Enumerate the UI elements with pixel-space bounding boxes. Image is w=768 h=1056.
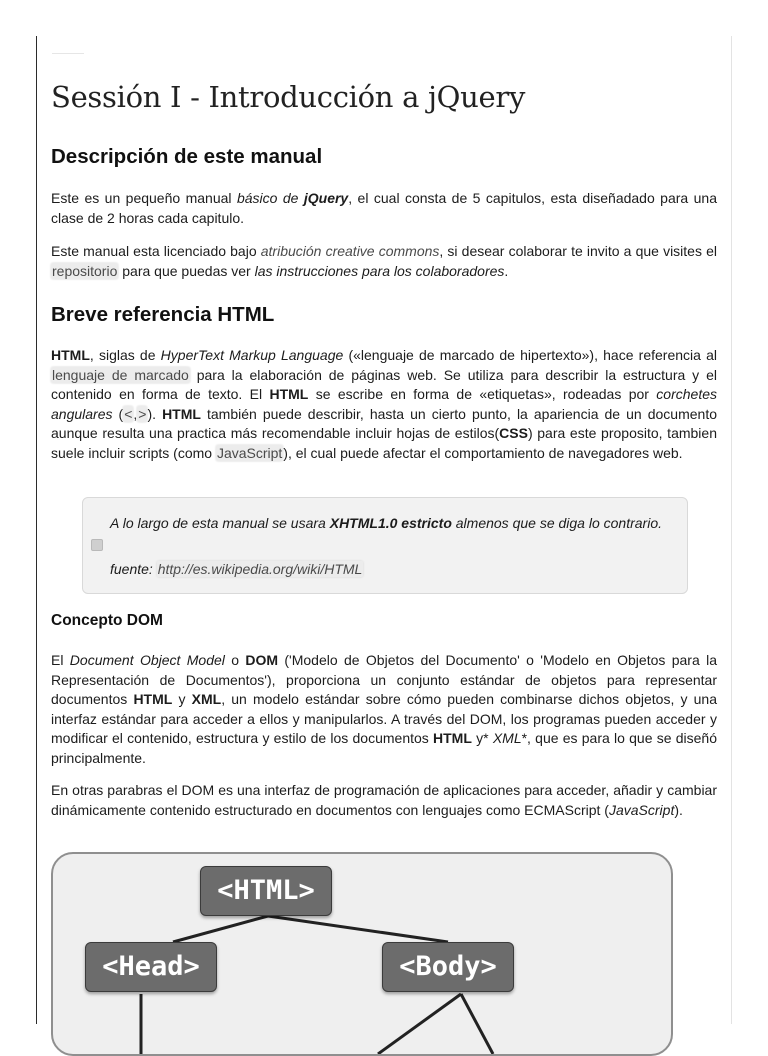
text: para la elaboración de páginas web. Se utiliza para describir la estructura y el contenido en forma de texto. El — [51, 366, 717, 402]
strong: HTML — [162, 405, 201, 422]
node-body: <Body> — [382, 942, 514, 992]
paragraph-dom-1 — [51, 651, 717, 768]
text: *, que es para lo que se diseñó principalmente. — [51, 730, 717, 766]
text: A lo largo de esta manual se usara — [110, 515, 330, 531]
text: Este manual esta licenciado bajo — [51, 243, 261, 259]
connector-body-child-1 — [378, 994, 461, 1054]
text: («lenguaje de marcado de hipertexto»), hace referencia al — [343, 347, 717, 363]
text: también puede describir, hasta un cierto punto, la apariencia de un documento aunque resulta una practica más recomendable incluir hojas de estilos( — [51, 405, 717, 441]
source-label: fuente: — [110, 561, 157, 577]
text: para que puedas ver — [118, 262, 255, 279]
text: , un modelo estándar sobre cómo pueden combinarse dichos objetos, y una interfaz estándar para acceder a ellos y manipularlos. A través del DOM, los programas pueden acceder y modificar el contenido, estructura y estilo de los documentos — [51, 691, 717, 746]
heading-dom: Concepto DOM — [51, 612, 163, 629]
strong: HTML — [51, 347, 90, 363]
page-left-border — [36, 36, 37, 1024]
javascript-link[interactable]: JavaScript — [216, 444, 283, 461]
paragraph-dom-2 — [51, 781, 717, 820]
callout-text — [110, 515, 665, 531]
jquery-strong: jQuery — [303, 190, 349, 206]
strong: HTML — [269, 386, 309, 402]
strong: HTML — [433, 730, 472, 746]
strong: DOM — [245, 652, 279, 668]
lt-link[interactable]: < — [124, 405, 133, 422]
gt-link[interactable]: > — [138, 405, 147, 422]
text: ( — [112, 405, 124, 422]
strong: CSS — [499, 425, 528, 441]
text: ). — [674, 801, 683, 818]
text: ) para este proposito, tambien suele incluir scripts (como — [51, 425, 717, 461]
connector-body-child-2 — [461, 994, 493, 1054]
strong: XML — [191, 691, 222, 707]
paragraph-html-ref — [51, 346, 717, 463]
emphasis: XML — [492, 730, 522, 746]
note-icon — [91, 539, 103, 551]
emphasis: corchetes angulares — [51, 386, 717, 422]
lenguaje-de-marcado-link[interactable]: lenguaje de marcado — [52, 366, 189, 383]
connector-html-body — [268, 916, 448, 942]
text: , — [133, 405, 138, 422]
top-divider — [52, 53, 84, 54]
text: y — [172, 691, 192, 707]
heading-html-ref: Breve referencia HTML — [51, 303, 275, 326]
heading-descripcion: Descripción de este manual — [51, 145, 323, 168]
strong: HTML — [133, 691, 173, 707]
text: , siglas de — [89, 347, 161, 363]
dom-tree-diagram — [51, 852, 673, 1056]
page-title: Sessión I - Introducción a jQuery — [51, 80, 526, 114]
text: y* — [471, 730, 493, 746]
emphasis: HyperText Markup Language — [160, 347, 344, 363]
text: almenos que se diga lo contrario. — [451, 515, 662, 531]
node-head: <Head> — [85, 942, 217, 992]
text: En otras parabras el DOM es una interfaz de programación de aplicaciones para acceder, añadir y cambiar dinámicamente contenido estructurado en documentos con lenguajes como ECMAScript ( — [51, 782, 717, 818]
text: El — [51, 652, 70, 668]
paragraph-descripcion-1 — [51, 189, 717, 228]
repositorio-link[interactable]: repositorio — [52, 262, 118, 279]
text: ('Modelo de Objetos del Documento' o 'Modelo en Objetos para la Representación de Documentos'), proporciona un conjunto estándar de objetos para representar documentos — [51, 652, 717, 707]
node-html: <HTML> — [200, 866, 332, 916]
text: o — [224, 652, 246, 668]
wikipedia-link[interactable]: http://es.wikipedia.org/wiki/HTML — [157, 561, 363, 577]
emphasis: las instrucciones para los colaboradores — [254, 262, 505, 279]
paragraph-descripcion-2 — [51, 242, 717, 281]
text: , si desear colaborar te invito a que visites el — [439, 243, 717, 259]
connector-html-head — [173, 916, 268, 942]
text: , el cual consta de 5 capitulos, esta diseñadado para una clase de 2 horas cada capitulo. — [51, 190, 717, 226]
text: ). — [147, 405, 163, 422]
text: ), el cual puede afectar el comportamiento de navegadores web. — [283, 444, 683, 461]
strong: XHTML1.0 estricto — [329, 515, 452, 531]
text: se escribe en forma de «etiquetas», rodeadas por — [308, 386, 657, 402]
emphasis: básico de — [236, 190, 304, 206]
page-right-border — [731, 36, 732, 1024]
callout-source — [110, 561, 665, 577]
text: . — [504, 262, 509, 279]
emphasis: JavaScript — [608, 801, 675, 818]
emphasis: Document Object Model — [69, 652, 225, 668]
text: Este es un pequeño manual — [51, 190, 237, 206]
license-link[interactable]: atribución creative commons — [260, 243, 440, 259]
note-callout — [82, 497, 688, 594]
